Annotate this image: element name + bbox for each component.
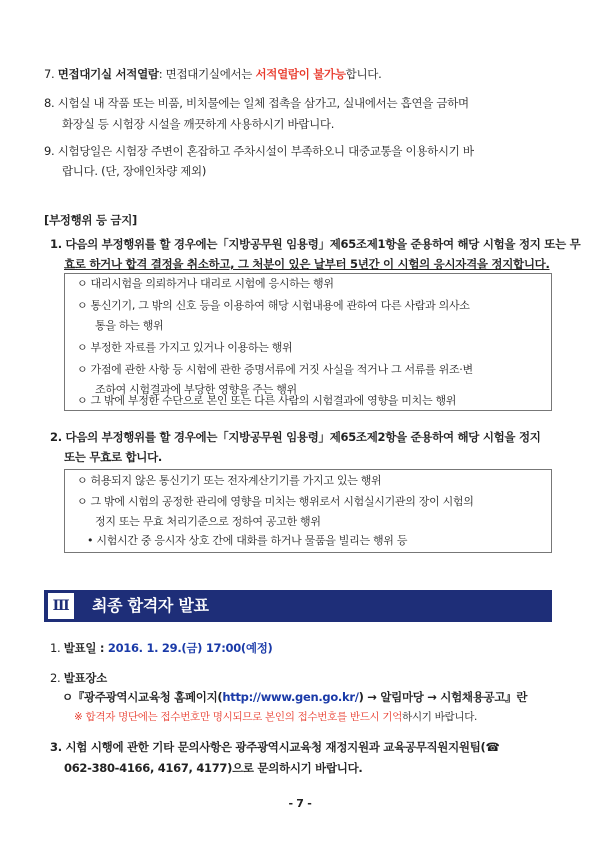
item-number: 9. (44, 144, 55, 158)
item-9-line2: 랍니다. (단, 장애인차량 제외) (62, 164, 207, 178)
rule-1-line1 (50, 236, 580, 252)
item-9-line1 (44, 143, 474, 159)
rule-2-box-item: ㅇ 그 밖에 시험의 공정한 관리에 영향을 미치는 행위로서 시험실시기관의 장이 시험의 (77, 495, 474, 508)
section-title: 최종 합격자 발표 (92, 596, 209, 615)
rule-number: 2. (50, 430, 62, 444)
rule-2-box-item: ㅇ 허용되지 않은 통신기기 또는 전자계산기기를 가지고 있는 행위 (77, 474, 382, 487)
item-7-text: : 면접대기실에서는 (158, 67, 256, 81)
rule-1-box-item: ㅇ 그 밖에 부정한 수단으로 본인 또는 다른 사람의 시험결과에 영향을 미치는 행위 (77, 394, 457, 407)
rule-1-box-item: ㅇ 부정한 자료를 가지고 있거나 이용하는 행위 (77, 341, 293, 354)
item-number: 7. (44, 67, 55, 81)
announce-date (50, 640, 272, 656)
item-7-tail: 합니다. (345, 67, 382, 81)
rule-1-box-item: ㅇ 통신기기, 그 밖의 신호 등을 이용하여 해당 시험내용에 관하여 다른 사람과 의사소 (77, 299, 470, 312)
item-8-line1 (44, 95, 469, 111)
announce-note (74, 709, 477, 725)
rule-1-box (64, 273, 552, 411)
note-highlight: 합격자 명단에는 접수번호만 명시되므로 본인의 접수번호를 반드시 기억 (85, 711, 403, 723)
rule-1-line2: 효로 하거나 합격 결정을 취소하고, 그 처분이 있은 날부터 5년간 이 시험의 응시자격을 정지합니다. (64, 257, 550, 271)
announce-date-label: 발표일 : (63, 641, 108, 655)
announce-place (50, 670, 107, 686)
page-number: - 7 - (288, 797, 312, 810)
rule-1-box-item: 통을 하는 행위 (95, 319, 164, 332)
rule-number: 1. (50, 237, 62, 251)
homepage-link[interactable]: http://www.gen.go.kr/ (222, 690, 359, 704)
place-path-post: ) → 알림마당 → 시험채용공고』란 (358, 690, 528, 704)
item-8-line2: 화장실 등 시험장 시설을 깨끗하게 사용하시기 바랍니다. (62, 117, 335, 131)
rule-2-box-item: • 시험시간 중 응시자 상호 간에 대화를 하거나 물품을 빌리는 행위 등 (87, 534, 408, 547)
rule-2-box (64, 469, 552, 553)
rule-2-line1 (50, 429, 541, 445)
place-path-pre: ㅇ『광주광역시교육청 홈페이지( (62, 690, 223, 704)
announce-place-label: 발표장소 (63, 671, 107, 685)
item-7-highlight: 서적열람이 불가능 (255, 67, 346, 81)
note-mark: ※ (74, 711, 83, 723)
item-8-text: 시험실 내 작품 또는 비품, 비치물에는 일체 접촉을 삼가고, 실내에서는 흡연을 금하며 (57, 96, 469, 110)
misconduct-heading: [부정행위 등 금지] (44, 213, 137, 227)
announce-date-value: 2016. 1. 29.(금) 17:00(예정) (107, 641, 273, 655)
rule-1-box-item: ㅇ 가점에 관한 사항 등 시험에 관한 증명서류에 거짓 사실을 적거나 그 서류를 위조·변 (77, 363, 473, 376)
item-9-text: 시험당일은 시험장 주변이 혼잡하고 주차시설이 부족하오니 대중교통을 이용하시기 바 (57, 144, 474, 158)
item-7-label: 면접대기실 서적열람 (57, 67, 159, 81)
inquiry-text: 시험 시행에 관한 기타 문의사항은 광주광역시교육청 재정지원과 교육공무직원지원팀(☎ (65, 740, 500, 754)
rule-1-box-item: 조하여 시험결과에 부당한 영향을 주는 행위 (95, 383, 297, 396)
section-number: Ⅲ (48, 593, 74, 619)
rule-2-line2: 또는 무효로 합니다. (64, 450, 162, 464)
inquiry-line1 (50, 739, 500, 755)
rule-2-box-item: 정지 또는 무효 처리기준으로 정하여 공고한 행위 (95, 515, 321, 528)
rule-1-box-item: ㅇ 대리시험을 의뢰하거나 대리로 시험에 응시하는 행위 (77, 277, 334, 290)
item-number: 1. (50, 641, 61, 655)
rule-2-text: 다음의 부정행위를 할 경우에는「지방공무원 임용령」제65조제2항을 준용하여 해당 시험을 정지 (65, 430, 541, 444)
rule-1-text: 다음의 부정행위를 할 경우에는「지방공무원 임용령」제65조제1항을 준용하여 해당 시험을 정지 또는 무 (65, 237, 581, 251)
item-number: 8. (44, 96, 55, 110)
inquiry-line2: 062-380-4166, 4167, 4177)으로 문의하시기 바랍니다. (64, 761, 363, 775)
item-number: 2. (50, 671, 61, 685)
announce-place-path (62, 689, 527, 705)
item-number: 3. (50, 740, 62, 754)
item-7 (44, 66, 381, 82)
note-tail: 하시기 바랍니다. (402, 711, 478, 723)
